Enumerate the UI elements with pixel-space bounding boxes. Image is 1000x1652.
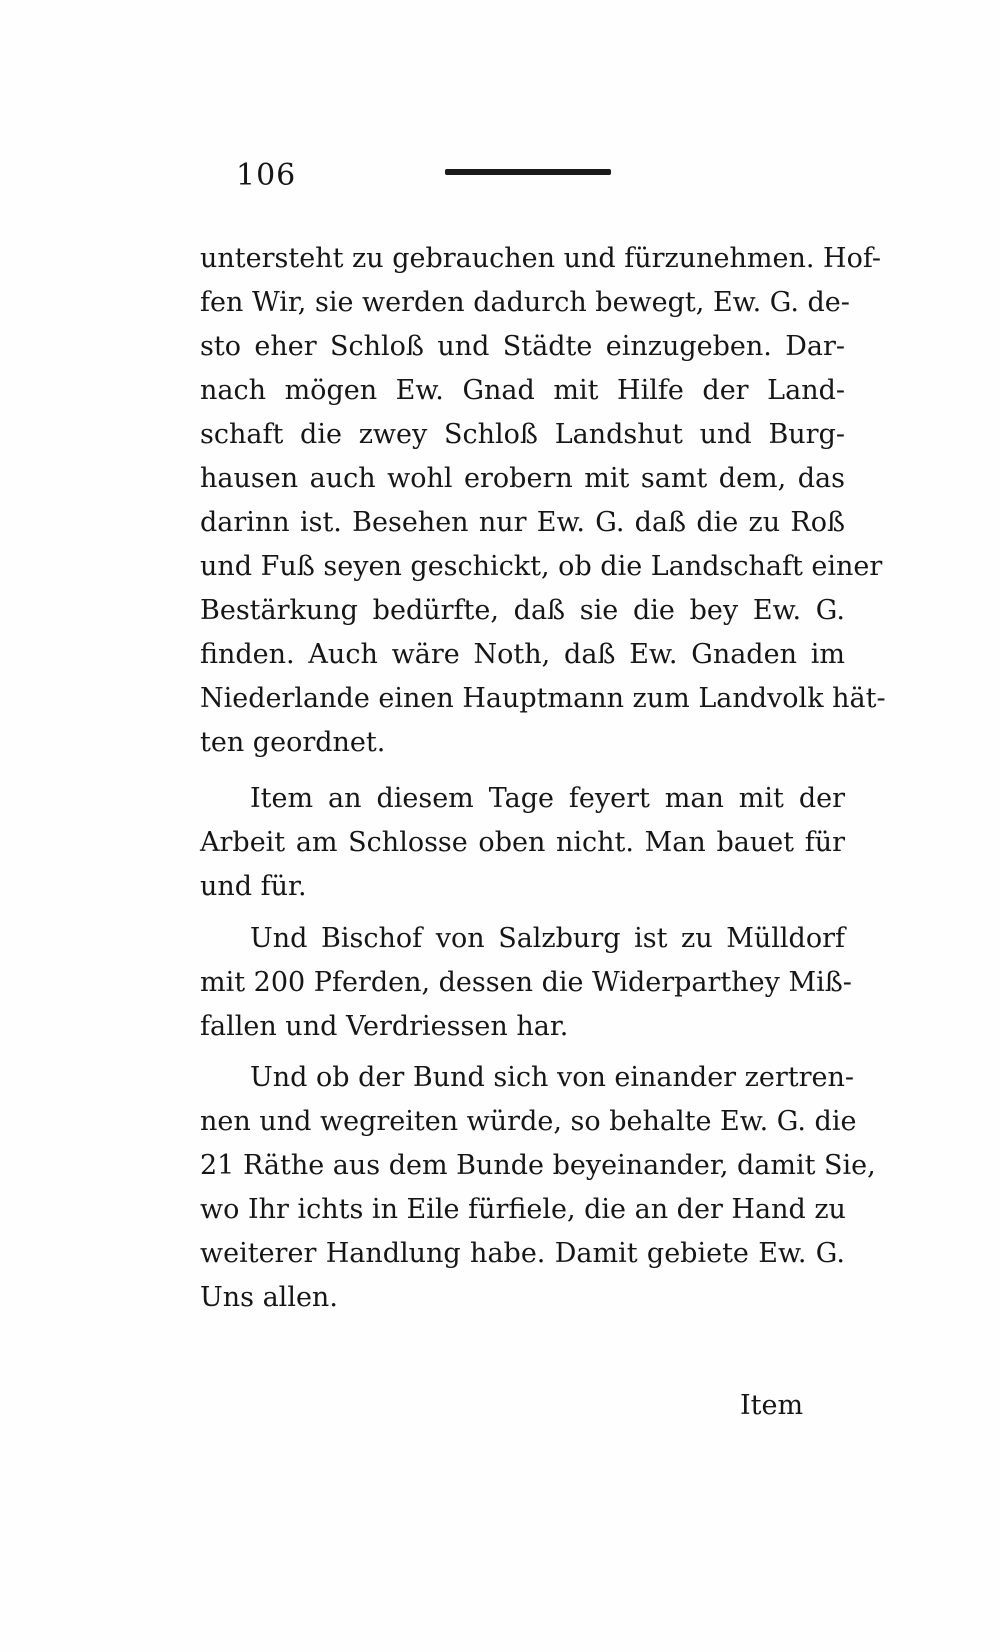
text-line: wo Ihr ichts in Eile fürfiele, die an der Hand zu [200,1194,846,1225]
header-rule [445,169,611,175]
text-line: und für. [200,871,307,902]
text-line: hausen auch wohl erobern mit samt dem, das [200,463,845,494]
text-line: 21 Räthe aus dem Bunde beyeinander, damit Sie, [200,1150,876,1181]
paragraph-2 [200,777,845,909]
text-line: fen Wir, sie werden dadurch bewegt, Ew. G. de- [200,287,850,318]
page-number: 106 [236,158,297,193]
text-line: weiterer Handlung habe. Damit gebiete Ew. G. [200,1238,845,1269]
text-line: untersteht zu gebrauchen und fürzunehmen. Hof- [200,243,882,274]
text-line: ten geordnet. [200,727,386,758]
text-line: finden. Auch wäre Noth, daß Ew. Gnaden im [200,639,845,670]
text-line: schaft die zwey Schloß Landshut und Burg- [200,419,845,450]
paragraph-3 [200,917,852,1049]
text-line: mit 200 Pferden, dessen die Widerparthey Miß- [200,967,852,998]
text-line: nach mögen Ew. Gnad mit Hilfe der Land- [200,375,845,406]
text-line: fallen und Verdriessen har. [200,1011,569,1042]
text-line: sto eher Schloß und Städte einzugeben. Dar- [200,331,845,362]
catchword: Item [740,1390,804,1421]
paragraph-4 [200,1056,876,1320]
text-line: Niederlande einen Hauptmann zum Landvolk hät- [200,683,886,714]
text-line: Arbeit am Schlosse oben nicht. Man bauet für [200,827,845,858]
text-line: Bestärkung bedürfte, daß sie die bey Ew. G. [200,595,845,626]
text-line: darinn ist. Besehen nur Ew. G. daß die zu Roß [200,507,845,538]
text-line: Uns allen. [200,1282,338,1313]
text-line: nen und wegreiten würde, so behalte Ew. G. die [200,1106,857,1137]
text-line: Item an diesem Tage feyert man mit der [250,783,845,814]
paragraph-1 [200,237,886,765]
text-line: Und Bischof von Salzburg ist zu Mülldorf [250,923,845,954]
text-line: Und ob der Bund sich von einander zertren- [250,1062,855,1093]
text-line: und Fuß seyen geschickt, ob die Landschaft einer [200,551,883,582]
